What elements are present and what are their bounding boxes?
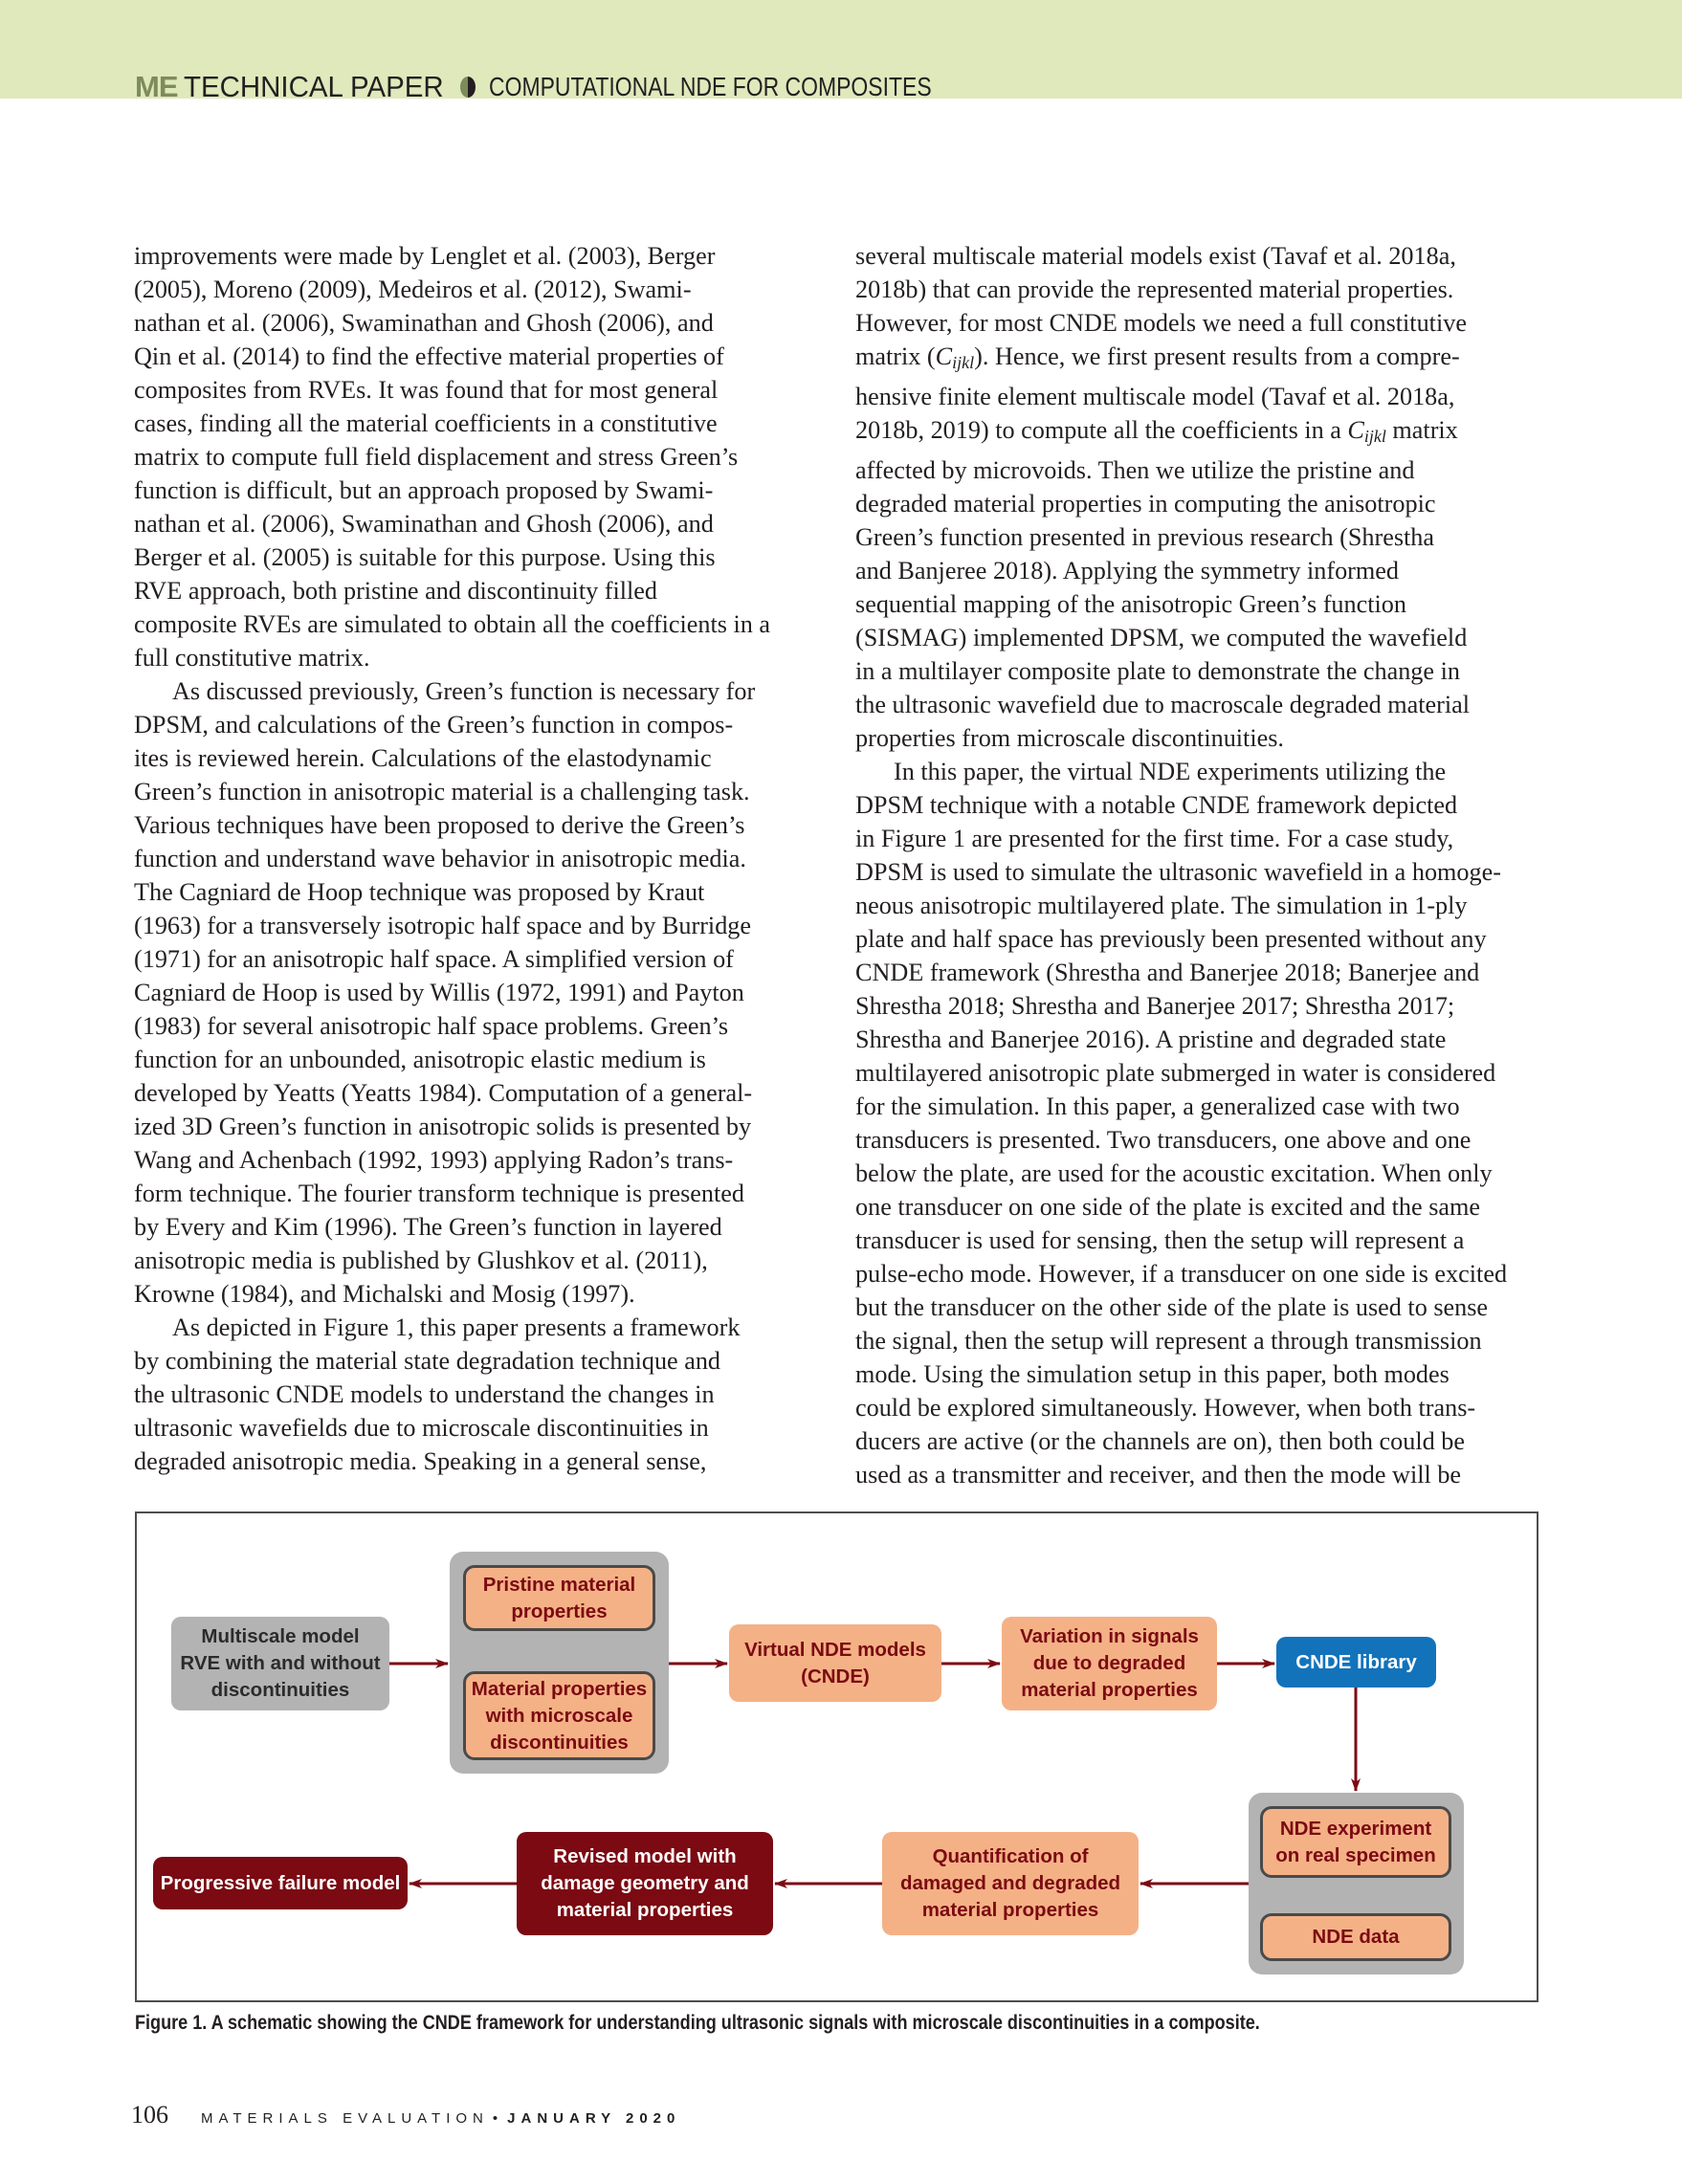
node-label: Pristine material (482, 1573, 636, 1596)
section-label: TECHNICAL PAPER (183, 70, 444, 103)
text-line: Shrestha 2018; Shrestha and Banerjee 2017; Shrestha 2017; (855, 992, 1455, 1020)
separator-bullet: • (492, 2110, 498, 2127)
text-line: one transducer on one side of the plate is excited and the same (855, 1193, 1480, 1221)
half-circle-icon (460, 77, 476, 98)
node-label: material properties (1021, 1679, 1198, 1701)
text-line: by Every and Kim (1996). The Green’s function in layered (134, 1213, 722, 1241)
text-line: Krowne (1984), and Michalski and Mosig (1997). (134, 1280, 635, 1308)
text-line: Various techniques have been proposed to derive the Green’s (134, 811, 745, 839)
text-line: sequential mapping of the anisotropic Green’s function (855, 590, 1406, 618)
text-line: ized 3D Green’s function in anisotropic solids is presented by (134, 1113, 752, 1140)
running-header (135, 69, 1029, 101)
node-label: CNDE library (1295, 1650, 1417, 1673)
node-label: on real specimen (1275, 1843, 1436, 1866)
node-quantification (882, 1832, 1139, 1935)
node-progressive-failure (153, 1857, 408, 1909)
text-line: in Figure 1 are presented for the first time. For a case study, (855, 825, 1454, 852)
text-fragment: ). Hence, we first present results from a compre- (974, 342, 1460, 370)
text-line: anisotropic media is published by Glushkov et al. (2011), (134, 1246, 708, 1274)
node-label: Revised model with (553, 1845, 737, 1867)
text-line: improvements were made by Lenglet et al. (2003), Berger (134, 242, 716, 270)
text-line: Green’s function presented in previous research (Shrestha (855, 523, 1435, 551)
text-line: matrix to compute full field displacement and stress Green’s (134, 443, 739, 471)
text-line: form technique. The fourier transform technique is presented (134, 1180, 744, 1207)
node-label: Virtual NDE models (744, 1638, 926, 1661)
text-line: function is difficult, but an approach proposed by Swami- (134, 476, 714, 504)
node-label: Quantification of (932, 1845, 1089, 1867)
paragraph-start: As discussed previously, Green’s function is necessary for (172, 677, 756, 705)
text-line: several multiscale material models exist (Tavaf et al. 2018a, (855, 242, 1456, 270)
text-line: but the transducer on the other side of the plate is used to sense (855, 1293, 1489, 1321)
text-line: Berger et al. (2005) is suitable for this purpose. Using this (134, 543, 716, 571)
journal-name: MATERIALS EVALUATION (201, 2110, 489, 2127)
issue-date: JANUARY 2020 (507, 2110, 681, 2127)
node-label: discontinuities (210, 1679, 350, 1701)
node-revised-model (517, 1832, 773, 1935)
text-line: Green’s function in anisotropic material is a challenging task. (134, 778, 750, 805)
text-line: (1971) for an anisotropic half space. A simplified version of (134, 945, 734, 973)
brand-logo: ME (135, 70, 178, 103)
node-label: Multiscale model (201, 1625, 360, 1647)
text-line: the ultrasonic wavefield due to macroscale degraded material (855, 691, 1471, 718)
node-nde-experiment (1260, 1806, 1451, 1878)
paragraph-start: As depicted in Figure 1, this paper presents a framework (172, 1313, 741, 1341)
paragraph-start: In this paper, the virtual NDE experiments utilizing the (894, 758, 1447, 785)
text-line: properties from microscale discontinuities. (855, 724, 1284, 752)
node-label: discontinuities (490, 1731, 629, 1754)
text-line: cases, finding all the material coefficients in a constitutive (134, 409, 718, 437)
text-line: degraded material properties in computing the anisotropic (855, 490, 1436, 518)
text-line: used as a transmitter and receiver, and then the mode will be (855, 1461, 1462, 1489)
text-line: DPSM, and calculations of the Green’s function in compos- (134, 711, 734, 739)
node-multiscale-model (171, 1617, 389, 1710)
text-line: developed by Yeatts (Yeatts 1984). Computation of a general- (134, 1079, 753, 1107)
math-subscript: ijkl (1363, 427, 1386, 446)
node-pristine-properties (463, 1565, 655, 1631)
text-line: DPSM technique with a notable CNDE framework depicted (855, 791, 1458, 819)
text-line: CNDE framework (Shrestha and Banerjee 2018; Banerjee and (855, 959, 1480, 986)
node-label: damaged and degraded (899, 1872, 1121, 1894)
text-line: degraded anisotropic media. Speaking in a general sense, (134, 1447, 707, 1475)
text-line: RVE approach, both pristine and discontinuity filled (134, 577, 658, 605)
text-line: in a multilayer composite plate to demonstrate the change in (855, 657, 1460, 685)
text-line: the signal, then the setup will represent a through transmission (855, 1327, 1482, 1355)
node-signal-variation (1002, 1617, 1217, 1710)
text-line: plate and half space has previously been presented without any (855, 925, 1487, 953)
text-line: ultrasonic wavefields due to microscale discontinuities in (134, 1414, 709, 1442)
text-line: Shrestha and Banerjee 2016). A pristine and degraded state (855, 1026, 1447, 1053)
node-label: Progressive failure model (160, 1871, 401, 1894)
text-fragment: 2018b, 2019) to compute all the coefficients in a (855, 416, 1348, 444)
page-footer (131, 2101, 680, 2129)
node-label: Material properties (471, 1677, 648, 1700)
text-line-with-symbol (855, 340, 1535, 380)
text-fragment: matrix (1385, 416, 1458, 444)
node-microscale-properties (463, 1671, 655, 1760)
text-line: (1983) for several anisotropic half space problems. Green’s (134, 1012, 729, 1040)
text-line: and Banjeree 2018). Applying the symmetry informed (855, 557, 1399, 585)
node-label: material properties (921, 1899, 1099, 1921)
node-label: due to degraded (1032, 1652, 1186, 1674)
text-line: (2005), Moreno (2009), Medeiros et al. (2012), Swami- (134, 276, 692, 303)
node-label: material properties (556, 1899, 734, 1921)
text-line: for the simulation. In this paper, a generalized case with two (855, 1092, 1460, 1120)
node-label: Variation in signals (1020, 1625, 1199, 1647)
text-fragment: matrix ( (855, 342, 936, 370)
text-line: ducers are active (or the channels are on), then both could be (855, 1427, 1465, 1455)
text-line: neous anisotropic multilayered plate. The simulation in 1-ply (855, 892, 1468, 919)
math-symbol: C (1347, 416, 1364, 444)
text-line: 2018b) that can provide the represented material properties. (855, 276, 1454, 303)
text-line: function for an unbounded, anisotropic elastic medium is (134, 1046, 706, 1073)
text-line: below the plate, are used for the acoustic excitation. When only (855, 1159, 1493, 1187)
node-label: NDE data (1312, 1926, 1400, 1948)
node-label: NDE experiment (1279, 1817, 1432, 1840)
right-column (855, 239, 1535, 1491)
text-line: Wang and Achenbach (1992, 1993) applying Radon’s trans- (134, 1146, 734, 1174)
node-cnde-library (1276, 1637, 1436, 1688)
node-label: with microscale (485, 1704, 633, 1727)
text-line: could be explored simultaneously. However, when both trans- (855, 1394, 1476, 1422)
node-label: RVE with and without (180, 1652, 381, 1674)
text-line: by combining the material state degradation technique and (134, 1347, 721, 1375)
text-line: transducer is used for sensing, then the setup will represent a (855, 1226, 1465, 1254)
node-nde-data (1260, 1913, 1451, 1961)
text-line: nathan et al. (2006), Swaminathan and Ghosh (2006), and (134, 309, 714, 337)
text-line: hensive finite element multiscale model (Tavaf et al. 2018a, (855, 383, 1455, 410)
node-virtual-nde-models (729, 1624, 941, 1702)
text-line: full constitutive matrix. (134, 644, 370, 672)
text-line: (1963) for a transversely isotropic half space and by Burridge (134, 912, 752, 939)
node-label: properties (511, 1599, 608, 1622)
text-line-with-symbol (855, 413, 1535, 453)
text-line: mode. Using the simulation setup in this paper, both modes (855, 1360, 1450, 1388)
text-line: The Cagniard de Hoop technique was proposed by Kraut (134, 878, 705, 906)
text-line: pulse-echo mode. However, if a transducer on one side is excited (855, 1260, 1508, 1288)
topic-label: COMPUTATIONAL NDE FOR COMPOSITES (489, 72, 933, 101)
text-line: affected by microvoids. Then we utilize the pristine and (855, 456, 1415, 484)
text-line: composite RVEs are simulated to obtain all the coefficients in a (134, 610, 771, 638)
left-column (134, 239, 813, 1478)
text-line: transducers is presented. Two transducers, one above and one (855, 1126, 1472, 1154)
text-line: ites is reviewed herein. Calculations of the elastodynamic (134, 744, 712, 772)
figure-caption: Figure 1. A schematic showing the CNDE framework for understanding ultrasonic signals with microscale discontinuities in a composite. (135, 2012, 1260, 2034)
text-line: multilayered anisotropic plate submerged in water is considered (855, 1059, 1496, 1087)
node-label: (CNDE) (801, 1665, 870, 1688)
text-line: DPSM is used to simulate the ultrasonic wavefield in a homoge- (855, 858, 1501, 886)
text-line: (SISMAG) implemented DPSM, we computed the wavefield (855, 624, 1468, 651)
text-line: Qin et al. (2014) to find the effective material properties of (134, 342, 724, 370)
text-line: However, for most CNDE models we need a full constitutive (855, 309, 1467, 337)
page-number: 106 (131, 2101, 168, 2129)
text-line: the ultrasonic CNDE models to understand the changes in (134, 1380, 715, 1408)
text-line: composites from RVEs. It was found that for most general (134, 376, 719, 404)
text-line: Cagniard de Hoop is used by Willis (1972, 1991) and Payton (134, 979, 744, 1006)
math-subscript: ijkl (952, 353, 975, 372)
text-line: nathan et al. (2006), Swaminathan and Ghosh (2006), and (134, 510, 714, 538)
text-line: function and understand wave behavior in anisotropic media. (134, 845, 746, 872)
node-label: damage geometry and (541, 1872, 749, 1894)
math-symbol: C (935, 342, 953, 370)
